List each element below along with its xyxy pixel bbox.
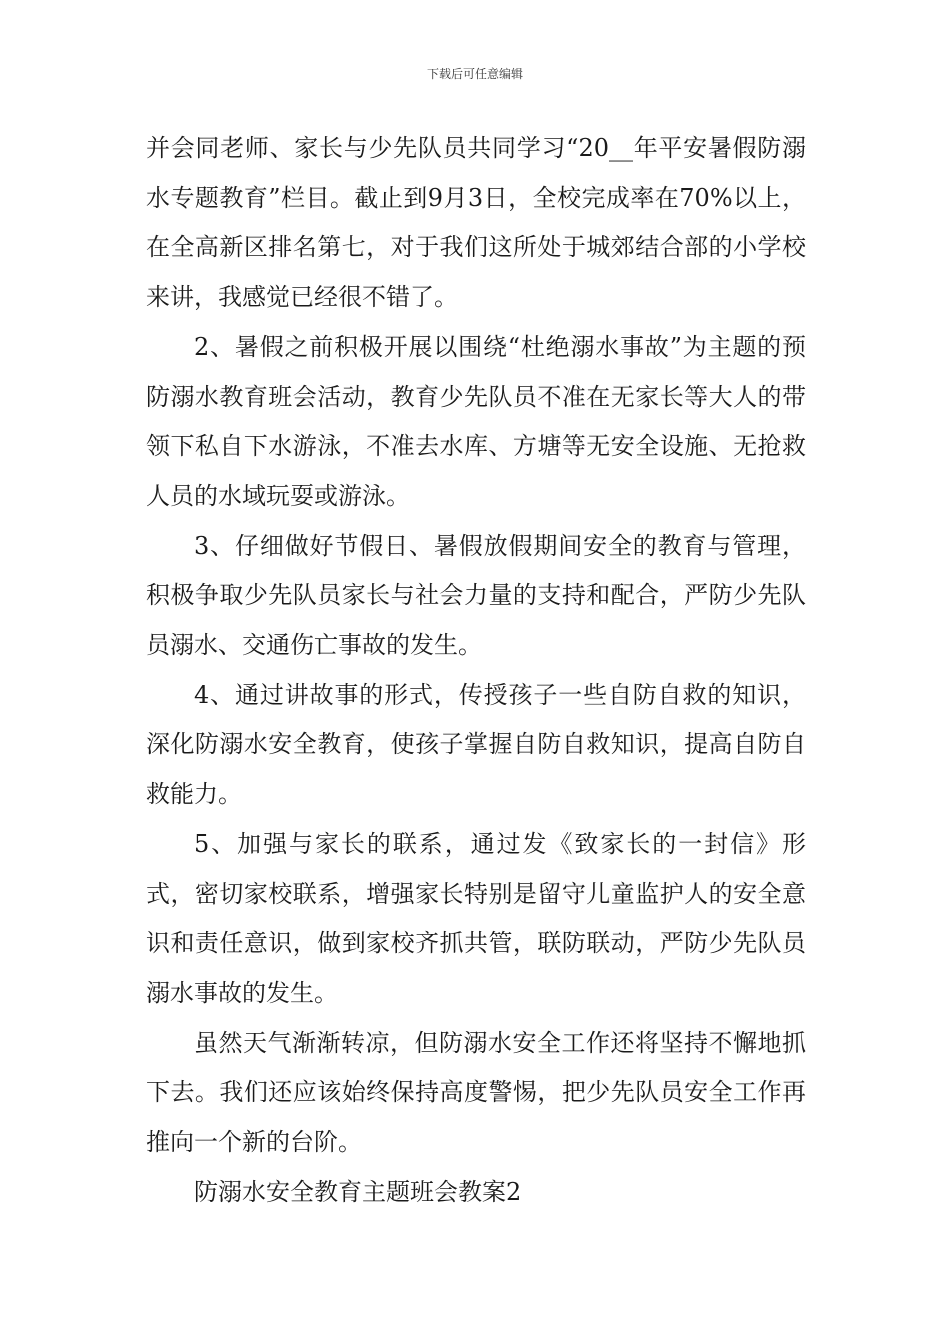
paragraph-3: 3、仔细做好节假日、暑假放假期间安全的教育与管理，积极争取少先队员家长与社会力量的支持和配合，严防少先队员溺水、交通伤亡事故的发生。	[146, 531, 806, 660]
paragraph-5: 5、加强与家长的联系，通过发《致家长的一封信》形式，密切家校联系，增强家长特别是留守儿童监护人的安全意识和责任意识，做到家校齐抓共管，联防联动，严防少先队员溺水事故的发生。	[146, 829, 806, 1007]
document-body	[146, 124, 806, 1217]
paragraph-1: 并会同老师、家长与少先队员共同学习“20__年平安暑假防溺水专题教育”栏目。截止到9月3日，全校完成率在70%以上，在全高新区排名第七，对于我们这所处于城郊结合部的小学校来讲，我感觉已经很不错了。	[146, 134, 806, 312]
page-header: 下载后可任意编辑	[426, 67, 523, 81]
paragraph-6: 虽然天气渐渐转凉，但防溺水安全工作还将坚持不懈地抓下去。我们还应该始终保持高度警惕，把少先队员安全工作再推向一个新的台阶。	[146, 1028, 806, 1157]
section-title: 防溺水安全教育主题班会教案2	[194, 1177, 522, 1206]
paragraph-2: 2、暑假之前积极开展以围绕“杜绝溺水事故”为主题的预防溺水教育班会活动，教育少先队员不准在无家长等大人的带领下私自下水游泳，不准去水库、方塘等无安全设施、无抢救人员的水域玩耍或游泳。	[146, 332, 806, 510]
paragraph-4: 4、通过讲故事的形式，传授孩子一些自防自救的知识，深化防溺水安全教育，使孩子掌握自防自救知识，提高自防自救能力。	[146, 680, 806, 809]
